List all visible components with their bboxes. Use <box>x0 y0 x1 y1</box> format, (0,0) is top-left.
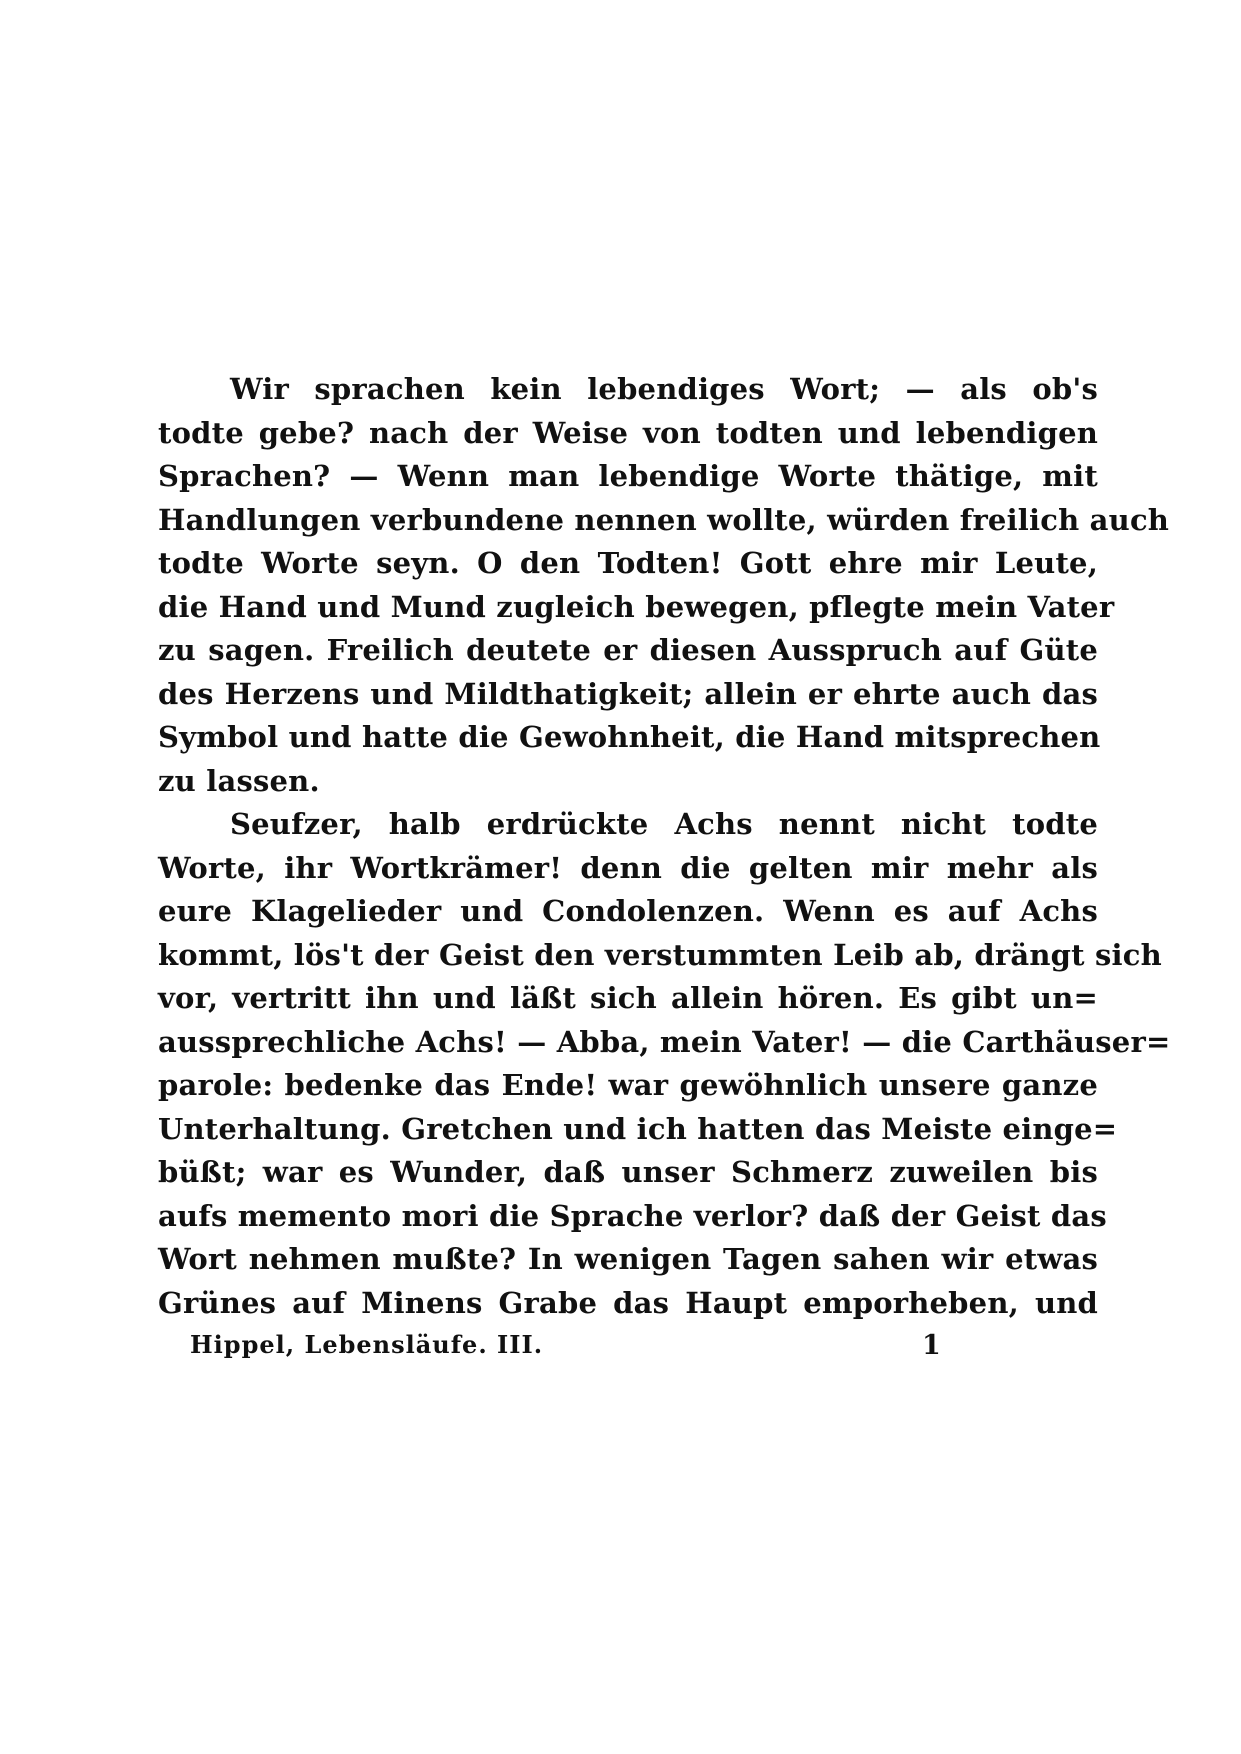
text-line: eure Klagelieder und Condolenzen. Wenn es auf Achs <box>158 894 1098 928</box>
text-line: aussprechliche Achs! — Abba, mein Vater! — die Carthäuser= <box>158 1024 1171 1059</box>
text-line: Grünes auf Minens Grabe das Haupt emporheben, und <box>158 1285 1098 1320</box>
text-line: Handlungen verbundene nennen wollte, würden freilich auch <box>158 502 1170 537</box>
sheet-number: 1 <box>922 1330 941 1361</box>
text-line: des Herzens und Mildthatigkeit; allein er ehrte auch das <box>158 676 1098 711</box>
text-line: todte gebe? nach der Weise von todten und lebendigen <box>158 415 1098 450</box>
text-line: Seufzer, halb erdrückte Achs nennt nicht todte <box>230 807 1098 841</box>
text-line: Wort nehmen mußte? In wenigen Tagen sahen wir etwas <box>158 1242 1098 1276</box>
text-line: Symbol und hatte die Gewohnheit, die Hand mitsprechen <box>158 720 1101 754</box>
text-line: Wir sprachen kein lebendiges Wort; — als ob's <box>230 372 1098 406</box>
text-line: todte Worte seyn. O den Todten! Gott ehre mir Leute, <box>158 546 1098 580</box>
signature-line: Hippel, Lebensläufe. III. <box>190 1330 544 1359</box>
body-text <box>158 368 1171 1325</box>
text-line: parole: bedenke das Ende! war gewöhnlich unsere ganze <box>158 1068 1098 1102</box>
text-line: Unterhaltung. Gretchen und ich hatten das Meiste einge= <box>158 1111 1118 1146</box>
page-footer <box>190 1330 950 1366</box>
text-line: aufs memento mori die Sprache verlor? daß der Geist das <box>158 1198 1107 1233</box>
text-line: Sprachen? — Wenn man lebendige Worte thätige, mit <box>158 459 1098 493</box>
text-line: kommt, lös't der Geist den verstummten Leib ab, drängt sich <box>158 937 1162 972</box>
text-line: büßt; war es Wunder, daß unser Schmerz zuweilen bis <box>158 1155 1098 1189</box>
text-line: Worte, ihr Wortkrämer! denn die gelten mir mehr als <box>158 850 1098 885</box>
text-line: die Hand und Mund zugleich bewegen, pflegte mein Vater <box>158 589 1115 624</box>
text-line: vor, vertritt ihn und läßt sich allein hören. Es gibt un= <box>158 981 1098 1015</box>
text-line: zu sagen. Freilich deutete er diesen Ausspruch auf Güte <box>158 633 1098 667</box>
text-line: zu lassen. <box>158 763 320 798</box>
